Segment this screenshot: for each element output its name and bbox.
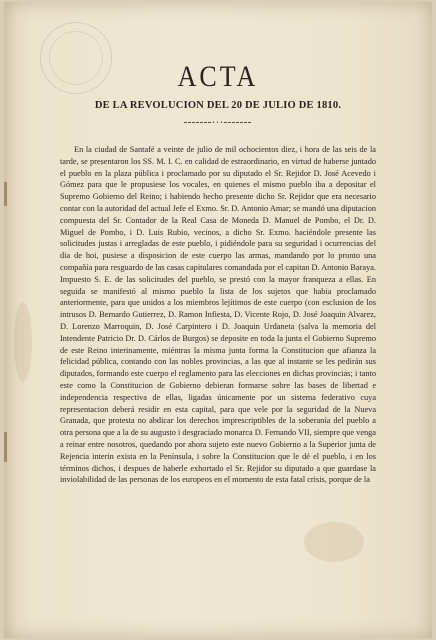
title-ornament: ━━━━━━━•••━━━━━━━ <box>184 120 252 126</box>
paper-edge-wear <box>4 432 7 462</box>
paper-stain <box>14 302 32 382</box>
document-body: En la ciudad de Santafé a veinte de julio de mil ochocientos diez, i hora de las seis de la tarde, se presentaron los SS. M. I. C. en calidad de estraordinario, en virtud de haberse juntado el pueblo en la plaza pública i proclamado por su diputado el Sr. Rejidor D. José Acevedo i Gómez para que le propusiese los vocales, en quienes el mismo pueblo iba a depositar el Supremo Gobierno del Reino; i habiendo hecho presente dicho Sr. Rejidor que era necesario contar con la autoridad del actual Jefe el Exmo. Sr. D. Antonio Amar; se mandó una diputacion compuesta del Sr. Contador de la Real Casa de Moneda D. Manuel de Pombo, el Dr. D. Miguel de Pombo, i D. Luis Rubio, vecinos, a dicho Sr. Exmo. haciéndole presente las solicitudes justas i arregladas de este pueblo, i pidiéndole para su seguridad i ocurrencias del dia de hoi, pusiese a disposicion de este cuerpo las armas, mandando por lo pronto una compañía para resguardo de las casas capitulares comandada por el capitan D. Antonio Baraya. Impuesto S. E. de las solicitudes del pueblo, se prestó con la mayor franqueza a ellas. En seguida se manifestó al mismo pueblo la lista de los sujetos que habia proclamado anteriormente, para que unidos a los miembros lejítimos de este cuerpo (con esclusion de los intrusos D. Bernardo Gutierrez, D. Ramon Infiesta, D. Vicente Rojo, D. José Joaquin Alvarez, D. Lorenzo Marroquin, D. José Carpintero i D. Joaquin Urdaneta (salva la memoria del Intendente Patricio Dr. D. Cárlos de Burgos) se deposite en toda la junta el Gobierno Supremo de este Reino interinamente, miéntras la misma junta forma la Constitucion que afianza la felicidad pública, contando con las nobles provincias, a las que al instante se les pedirán sus diputados, formando este cuerpo el reglamento para las elecciones en dichas provincias; i tanto este como la Constitucion de Gobierno debieran formarse sobre las bases de libertad e independencia respectiva de ellas, ligadas únicamente por un sistema federativo cuya representacion deberá residir en esta capital, para que vele por la seguridad de la Nueva Granada, que protesta no abdicar los derechos imprescriptibles de la soberanía del pueblo a otra persona que a la de su augusto i desgraciado monarca D. Fernando VII, siempre que venga a reinar entre nosotros, quedando por ahora sujeto este nuevo Gobierno a la Superior junta de Rejencia interin exista en la Península, i sobre la Constitucion que le dé el pueblo, i en los términos dichos, i despues de haberle exhortado el Sr. Rejidor su diputado a que guardase la inviolabilidad de las personas de los europeos en el momento de esta fatal crisis, porque de la <box>60 145 376 485</box>
document-subtitle: DE LA REVOLUCION DEL 20 DE JULIO DE 1810. <box>94 100 342 111</box>
paper-stain <box>304 522 364 562</box>
document-page <box>4 2 432 638</box>
document-title: ACTA <box>177 59 259 94</box>
paper-edge-wear <box>4 182 7 206</box>
